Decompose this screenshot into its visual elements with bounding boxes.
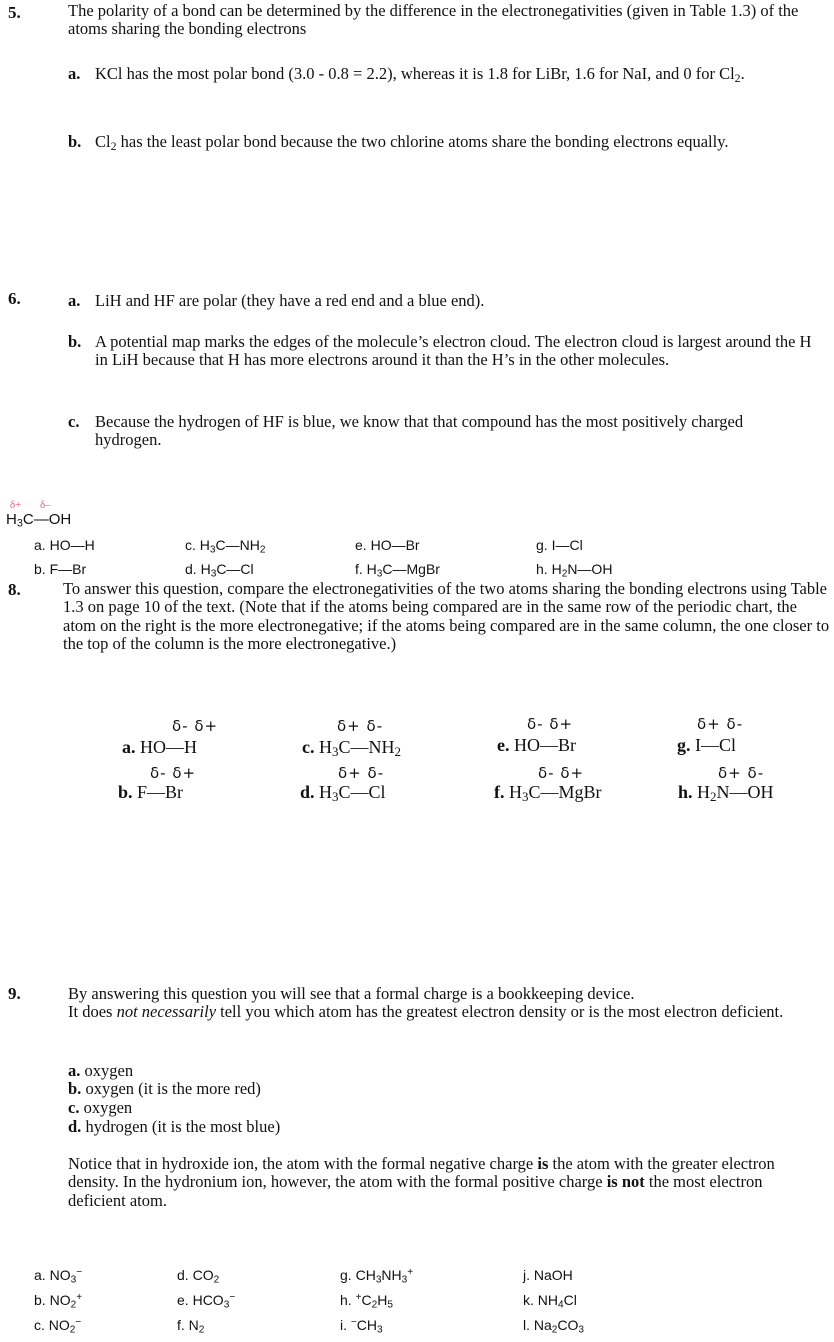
q8b-charges: δ- δ+ bbox=[150, 764, 197, 782]
q7-item-formula: H bbox=[200, 561, 211, 577]
q7-item-formula: I—Cl bbox=[551, 537, 583, 553]
q10-item-i bbox=[340, 1316, 383, 1336]
q7-item-b bbox=[34, 562, 86, 577]
q10-item-k bbox=[523, 1292, 577, 1311]
q10-item-c bbox=[34, 1316, 82, 1336]
q9-notice-part: the most electron deficient atom. bbox=[68, 1172, 763, 1210]
q10-label: b. bbox=[34, 1292, 46, 1308]
q9-notice-part: Notice that in hydroxide ion, the atom with the formal negative charge bbox=[68, 1154, 538, 1173]
q10-sub: 3 bbox=[375, 1274, 382, 1286]
q10-sub: 3 bbox=[578, 1324, 585, 1336]
q5-intro: The polarity of a bond can be determined by the difference in the electronegativities (given in Table 1.3) of the atoms sharing the bonding electrons bbox=[68, 1, 799, 39]
q7-item-sub: 2 bbox=[561, 568, 568, 580]
q8-answer-sub: 3 bbox=[332, 789, 339, 805]
q10-item-h bbox=[340, 1291, 393, 1311]
q10-sub: 2 bbox=[551, 1324, 558, 1336]
q10-formula: C bbox=[361, 1292, 372, 1308]
q10-formula: Na bbox=[533, 1317, 552, 1333]
q9-answer-label: d. bbox=[68, 1117, 82, 1136]
q10-formula: CO bbox=[192, 1267, 214, 1283]
q10-label: j. bbox=[523, 1267, 530, 1283]
q7-h3c-oh-h: H bbox=[6, 511, 17, 528]
q9-notice-part: the atom with the greater electron density. In the hydronium ion, however, the atom with the formal positive charge bbox=[68, 1154, 775, 1192]
q5a-text bbox=[95, 65, 833, 83]
q10-formula: NO bbox=[49, 1267, 71, 1283]
q9d-answer bbox=[68, 1118, 280, 1136]
q7-item-label: a. bbox=[34, 537, 46, 553]
q8-answer-formula: I—Cl bbox=[695, 735, 737, 755]
q7-h3c-oh bbox=[6, 512, 71, 529]
q7-item-formula: C—MgBr bbox=[382, 561, 440, 577]
q8-answer-formula: H bbox=[697, 782, 711, 802]
q8-number: 8. bbox=[8, 580, 21, 599]
q10-sup: + bbox=[407, 1266, 414, 1278]
q10-label: g. bbox=[340, 1267, 352, 1283]
q7-item-formula: H bbox=[551, 561, 562, 577]
q9-intro-part: It does bbox=[68, 1002, 117, 1021]
q8-answer-sub: 3 bbox=[522, 789, 529, 805]
q8-answer-formula: C—NH bbox=[338, 737, 395, 757]
q6b-text: A potential map marks the edges of the molecule’s electron cloud. The electron cloud is largest around the H in LiH because that H has more electrons around it than the H’s in the other molecules. bbox=[95, 332, 812, 370]
q8-answer-formula: C—MgBr bbox=[528, 782, 602, 802]
q7-item-label: c. bbox=[185, 537, 196, 553]
q8-answer-sub: 2 bbox=[710, 789, 717, 805]
q5b-body: has the least polar bond because the two chlorine atoms share the bonding electrons equally. bbox=[116, 132, 729, 151]
q10-label: h. bbox=[340, 1292, 352, 1308]
q10-sup: − bbox=[75, 1316, 82, 1328]
q10-item-j bbox=[523, 1268, 573, 1283]
q8-answer-sub: 2 bbox=[394, 744, 401, 760]
q5b-text bbox=[95, 133, 795, 151]
q7-item-sub: 3 bbox=[376, 568, 383, 580]
q10-sub: 2 bbox=[371, 1299, 378, 1311]
q8-answer-formula: C—Cl bbox=[338, 782, 386, 802]
q9c-answer bbox=[68, 1099, 132, 1117]
q6c-label: c. bbox=[68, 412, 80, 431]
q8f-answer bbox=[494, 783, 602, 803]
q10-formula: NO bbox=[49, 1292, 71, 1308]
q9-intro-line2 bbox=[68, 1003, 788, 1021]
q8b-answer bbox=[118, 783, 183, 803]
q7-item-label: b. bbox=[34, 561, 46, 577]
q9-answer-text: hydrogen (it is the most blue) bbox=[85, 1117, 281, 1136]
q10-sub: 2 bbox=[213, 1274, 220, 1286]
q10-label: c. bbox=[34, 1317, 45, 1333]
q7-delta-plus: δ+ bbox=[10, 499, 22, 511]
q10-sub: 3 bbox=[70, 1274, 77, 1286]
q7-h3c-oh-sub: 3 bbox=[16, 517, 23, 530]
q8a-answer bbox=[122, 738, 197, 758]
q7-item-label: h. bbox=[536, 561, 548, 577]
q8-answer-label: h. bbox=[678, 782, 693, 802]
q8-answer-label: a. bbox=[122, 737, 136, 757]
q10-sup: + bbox=[355, 1291, 362, 1303]
q10-sup: + bbox=[76, 1291, 83, 1303]
q7-item-sub: 3 bbox=[209, 544, 216, 556]
q7-item-g bbox=[536, 538, 583, 553]
q10-item-g bbox=[340, 1266, 414, 1286]
q10-sup: − bbox=[76, 1266, 83, 1278]
q5b-label: b. bbox=[68, 132, 82, 151]
q10-formula: NaOH bbox=[533, 1267, 573, 1283]
q10-sub: 2 bbox=[198, 1324, 205, 1336]
q7-item-f bbox=[355, 561, 440, 580]
q10-formula: H bbox=[377, 1292, 388, 1308]
q10-formula: NH bbox=[381, 1267, 402, 1283]
q7-item-sub: 2 bbox=[259, 544, 266, 556]
q7-item-h bbox=[536, 561, 613, 580]
q10-formula: Cl bbox=[563, 1292, 577, 1308]
q8-answer-formula: N—OH bbox=[716, 782, 774, 802]
q10-item-e bbox=[177, 1291, 236, 1311]
q8-answer-label: c. bbox=[302, 737, 315, 757]
q7-item-formula: H bbox=[366, 561, 377, 577]
q7-item-formula: C—NH bbox=[215, 537, 260, 553]
q9b-answer bbox=[68, 1080, 261, 1098]
q8e-answer bbox=[497, 736, 576, 756]
q8a-charges: δ- δ+ bbox=[172, 717, 219, 735]
q9-answer-label: c. bbox=[68, 1098, 80, 1117]
q10-label: l. bbox=[523, 1317, 530, 1333]
q8-text: To answer this question, compare the electronegativities of the two atoms sharing the bonding electrons using Table 1.3 on page 10 of the text. (Note that if the atoms being compared are in the same row of the periodic chart, the atom on the right is the more electronegative; if the atoms being compared are in the same column, the one closer to the top of the column is the more electronegative.) bbox=[63, 579, 830, 654]
q5a-sub: 2 bbox=[734, 70, 741, 84]
q8-answer-label: e. bbox=[497, 735, 510, 755]
q10-formula: N bbox=[188, 1317, 199, 1333]
q8-answer-formula: HO—Br bbox=[514, 735, 576, 755]
q8d-answer bbox=[300, 783, 386, 803]
q7-item-a bbox=[34, 538, 95, 553]
q10-item-a bbox=[34, 1266, 83, 1286]
q9-notice bbox=[68, 1155, 788, 1210]
q10-item-b bbox=[34, 1291, 83, 1311]
q10-label: d. bbox=[177, 1267, 189, 1283]
q10-label: i. bbox=[340, 1317, 347, 1333]
q7-item-label: f. bbox=[355, 561, 363, 577]
q7-item-formula: C—Cl bbox=[216, 561, 254, 577]
q9-answer-text: oxygen bbox=[84, 1061, 134, 1080]
q10-sub: 5 bbox=[387, 1299, 393, 1311]
q8-answer-label: g. bbox=[677, 735, 691, 755]
q5b-sub: 2 bbox=[110, 138, 117, 153]
q7-item-label: g. bbox=[536, 537, 548, 553]
q5a-body: KCl has the most polar bond (3.0 - 0.8 = 2.2), whereas it is 1.8 for LiBr, 1.6 for NaI, and 0 for Cl bbox=[95, 65, 735, 83]
q9-notice-bold: is bbox=[537, 1154, 549, 1173]
q10-sub: 2 bbox=[70, 1299, 77, 1311]
q9-answer-text: oxygen bbox=[83, 1098, 133, 1117]
q8e-charges: δ- δ+ bbox=[527, 715, 574, 733]
q10-sub: 4 bbox=[558, 1299, 564, 1311]
q8-answer-formula: H bbox=[319, 782, 333, 802]
q6-number: 6. bbox=[8, 289, 21, 308]
q8-answer-formula: HO—H bbox=[140, 737, 197, 757]
q10-sup: − bbox=[229, 1291, 236, 1303]
q8g-charges: δ+ δ- bbox=[697, 715, 744, 733]
q5a-label: a. bbox=[68, 64, 81, 83]
q10-label: a. bbox=[34, 1267, 46, 1283]
q7-item-c bbox=[185, 537, 266, 556]
q8-answer-formula: H bbox=[509, 782, 522, 802]
q7-item-d bbox=[185, 561, 254, 580]
q10-sub: 3 bbox=[377, 1324, 383, 1336]
q9-intro-italic: not necessarily bbox=[116, 1002, 217, 1021]
q7-h3c-oh-rest: C—OH bbox=[22, 511, 72, 528]
q5b-cl: Cl bbox=[95, 132, 111, 151]
q10-formula: CH bbox=[355, 1267, 376, 1283]
q7-item-formula: H bbox=[199, 537, 210, 553]
q10-sub: 3 bbox=[401, 1274, 408, 1286]
q10-sub: 2 bbox=[69, 1324, 76, 1336]
q8-answer-formula: F—Br bbox=[137, 782, 184, 802]
q7-item-formula: N—OH bbox=[567, 561, 613, 577]
q8-answer-label: b. bbox=[118, 782, 133, 802]
q10-label: k. bbox=[523, 1292, 534, 1308]
q7-item-formula: F—Br bbox=[49, 561, 87, 577]
q6a-label: a. bbox=[68, 291, 81, 310]
q9-intro-line1: By answering this question you will see that a formal charge is a bookkeeping device. bbox=[68, 984, 635, 1003]
q6a-text: LiH and HF are polar (they have a red end and a blue end). bbox=[95, 291, 485, 310]
q5a-end: . bbox=[740, 65, 745, 83]
q7-item-sub: 3 bbox=[210, 568, 217, 580]
q8c-answer bbox=[302, 738, 401, 758]
q9-number: 9. bbox=[8, 984, 21, 1003]
q10-sub: 3 bbox=[223, 1299, 230, 1311]
q8c-charges: δ+ δ- bbox=[337, 717, 384, 735]
q9a-answer bbox=[68, 1062, 133, 1080]
q8-answer-label: f. bbox=[494, 782, 505, 802]
q10-formula: NH bbox=[537, 1292, 559, 1308]
q9-answer-label: a. bbox=[68, 1061, 81, 1080]
q7-item-label: d. bbox=[185, 561, 197, 577]
q8-answer-formula: H bbox=[319, 737, 332, 757]
q7-item-label: e. bbox=[355, 537, 367, 553]
q10-formula: NO bbox=[48, 1317, 70, 1333]
q8-answer-label: d. bbox=[300, 782, 315, 802]
q9-answer-text: oxygen (it is the more red) bbox=[85, 1079, 261, 1098]
q7-item-e bbox=[355, 538, 420, 553]
q5-number: 5. bbox=[8, 3, 21, 22]
q10-item-d bbox=[177, 1267, 220, 1286]
q8-answer-sub: 3 bbox=[332, 744, 339, 760]
q8g-answer bbox=[677, 736, 736, 756]
q7-item-formula: HO—H bbox=[49, 537, 95, 553]
q10-formula: HCO bbox=[192, 1292, 224, 1308]
q10-label: e. bbox=[177, 1292, 189, 1308]
q10-formula: CO bbox=[557, 1317, 579, 1333]
q9-intro-part: tell you which atom has the greatest electron density or is the most electron deficient. bbox=[216, 1002, 784, 1021]
q8h-answer bbox=[678, 783, 774, 803]
q6c-text: Because the hydrogen of HF is blue, we know that that compound has the most positively charged hydrogen. bbox=[95, 412, 744, 450]
q7-item-formula: HO—Br bbox=[370, 537, 420, 553]
q10-sup: − bbox=[350, 1316, 357, 1328]
q10-formula: CH bbox=[356, 1317, 378, 1333]
q10-item-l bbox=[523, 1317, 585, 1336]
q9-notice-bold: is not bbox=[606, 1172, 645, 1192]
q10-item-f bbox=[177, 1317, 205, 1336]
q9-answer-label: b. bbox=[68, 1079, 82, 1098]
q6b-label: b. bbox=[68, 332, 82, 351]
q7-delta-minus: δ– bbox=[40, 499, 51, 511]
q8d-charges: δ+ δ- bbox=[338, 764, 385, 782]
q10-label: f. bbox=[177, 1317, 185, 1333]
q8h-charges: δ+ δ- bbox=[718, 764, 765, 782]
q8f-charges: δ- δ+ bbox=[538, 764, 585, 782]
